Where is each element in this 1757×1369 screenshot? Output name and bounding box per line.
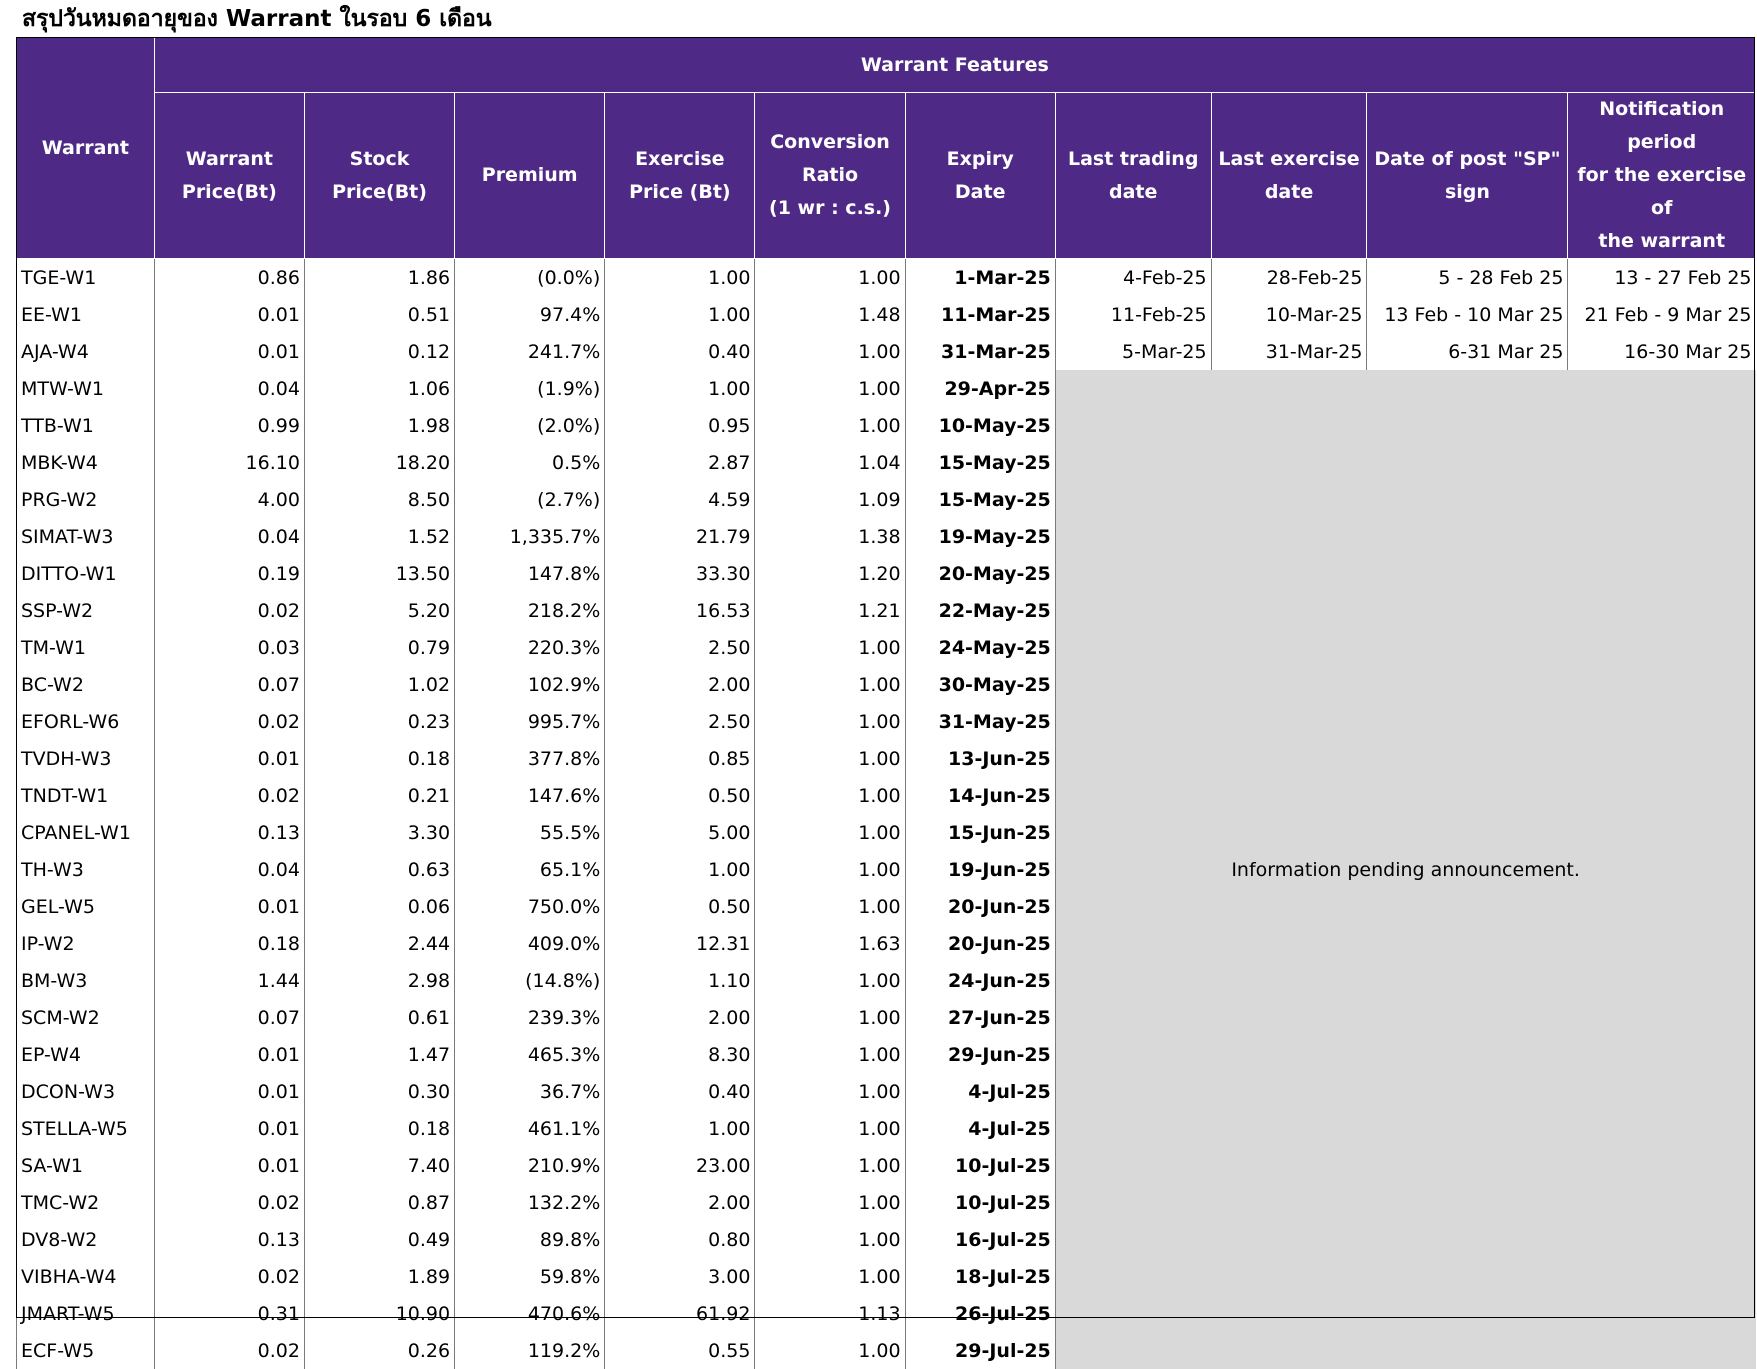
cell-warrant-price: 16.10 — [154, 444, 304, 481]
header-line: Date — [908, 176, 1053, 209]
cell-stock-price: 0.49 — [304, 1221, 454, 1258]
cell-warrant: TGE-W1 — [17, 259, 155, 297]
cell-conversion-ratio: 1.00 — [755, 777, 905, 814]
cell-conversion-ratio: 1.00 — [755, 1147, 905, 1184]
cell-conversion-ratio: 1.00 — [755, 1332, 905, 1369]
cell-warrant-price: 0.31 — [154, 1295, 304, 1332]
cell-exercise-price: 1.00 — [605, 1110, 755, 1147]
cell-stock-price: 3.30 — [304, 814, 454, 851]
cell-warrant-price: 0.02 — [154, 1332, 304, 1369]
cell-warrant-price: 0.19 — [154, 555, 304, 592]
cell-premium: (2.7%) — [455, 481, 605, 518]
header-line: Price(Bt) — [157, 176, 302, 209]
cell-conversion-ratio: 1.04 — [755, 444, 905, 481]
cell-exercise-price: 0.85 — [605, 740, 755, 777]
cell-warrant-price: 0.02 — [154, 1184, 304, 1221]
cell-warrant: BC-W2 — [17, 666, 155, 703]
cell-exercise-price: 23.00 — [605, 1147, 755, 1184]
cell-premium: 132.2% — [455, 1184, 605, 1221]
cell-conversion-ratio: 1.00 — [755, 407, 905, 444]
header-warrant: Warrant — [17, 38, 155, 259]
header-line: sign — [1369, 176, 1565, 209]
cell-exercise-price: 1.00 — [605, 851, 755, 888]
cell-warrant: TNDT-W1 — [17, 777, 155, 814]
header-line: Last exercise — [1214, 143, 1365, 176]
cell-premium: 1,335.7% — [455, 518, 605, 555]
cell-premium: 97.4% — [455, 296, 605, 333]
cell-stock-price: 13.50 — [304, 555, 454, 592]
header-line: Conversion — [757, 126, 902, 159]
cell-expiry-date: 31-May-25 — [905, 703, 1055, 740]
cell-warrant: GEL-W5 — [17, 888, 155, 925]
table-row — [17, 370, 1756, 407]
cell-expiry-date: 29-Jun-25 — [905, 1036, 1055, 1073]
cell-exercise-price: 2.50 — [605, 703, 755, 740]
header-line: Expiry — [908, 143, 1053, 176]
cell-warrant-price: 0.02 — [154, 777, 304, 814]
cell-warrant-price: 0.02 — [154, 592, 304, 629]
cell-stock-price: 7.40 — [304, 1147, 454, 1184]
cell-sp-sign-date: 13 Feb - 10 Mar 25 — [1367, 296, 1568, 333]
cell-exercise-price: 1.10 — [605, 962, 755, 999]
cell-premium: 147.8% — [455, 555, 605, 592]
cell-warrant-price: 0.18 — [154, 925, 304, 962]
cell-stock-price: 1.02 — [304, 666, 454, 703]
cell-notification-period: 13 - 27 Feb 25 — [1568, 259, 1756, 297]
cell-expiry-date: 13-Jun-25 — [905, 740, 1055, 777]
cell-expiry-date: 31-Mar-25 — [905, 333, 1055, 370]
cell-warrant-price: 0.01 — [154, 1110, 304, 1147]
cell-warrant: EP-W4 — [17, 1036, 155, 1073]
cell-stock-price: 0.06 — [304, 888, 454, 925]
cell-warrant: TH-W3 — [17, 851, 155, 888]
cell-premium: 102.9% — [455, 666, 605, 703]
cell-stock-price: 10.90 — [304, 1295, 454, 1332]
cell-stock-price: 0.63 — [304, 851, 454, 888]
cell-warrant-price: 0.13 — [154, 814, 304, 851]
cell-last-exercise-date: 10-Mar-25 — [1211, 296, 1367, 333]
cell-warrant: SIMAT-W3 — [17, 518, 155, 555]
cell-premium: 36.7% — [455, 1073, 605, 1110]
header-line: Last trading — [1058, 143, 1209, 176]
cell-premium: (14.8%) — [455, 962, 605, 999]
cell-premium: 89.8% — [455, 1221, 605, 1258]
cell-stock-price: 0.79 — [304, 629, 454, 666]
cell-warrant: MBK-W4 — [17, 444, 155, 481]
cell-exercise-price: 21.79 — [605, 518, 755, 555]
cell-conversion-ratio: 1.00 — [755, 999, 905, 1036]
cell-exercise-price: 4.59 — [605, 481, 755, 518]
cell-premium: 147.6% — [455, 777, 605, 814]
cell-exercise-price: 0.80 — [605, 1221, 755, 1258]
cell-premium: 239.3% — [455, 999, 605, 1036]
cell-conversion-ratio: 1.00 — [755, 629, 905, 666]
cell-expiry-date: 15-May-25 — [905, 481, 1055, 518]
cell-premium: 210.9% — [455, 1147, 605, 1184]
cell-sp-sign-date: 6-31 Mar 25 — [1367, 333, 1568, 370]
cell-conversion-ratio: 1.00 — [755, 666, 905, 703]
header-warrant-price — [154, 93, 304, 259]
table-row — [17, 259, 1756, 297]
cell-warrant: EE-W1 — [17, 296, 155, 333]
cell-stock-price: 1.52 — [304, 518, 454, 555]
cell-warrant-price: 0.03 — [154, 629, 304, 666]
cell-warrant: DITTO-W1 — [17, 555, 155, 592]
header-line: Stock — [307, 143, 452, 176]
cell-premium: 59.8% — [455, 1258, 605, 1295]
cell-exercise-price: 61.92 — [605, 1295, 755, 1332]
cell-warrant-price: 0.01 — [154, 740, 304, 777]
cell-conversion-ratio: 1.13 — [755, 1295, 905, 1332]
cell-stock-price: 18.20 — [304, 444, 454, 481]
cell-last-trading-date: 4-Feb-25 — [1055, 259, 1211, 297]
cell-expiry-date: 22-May-25 — [905, 592, 1055, 629]
header-line: Price (Bt) — [607, 176, 752, 209]
cell-conversion-ratio: 1.21 — [755, 592, 905, 629]
cell-stock-price: 8.50 — [304, 481, 454, 518]
cell-exercise-price: 2.00 — [605, 999, 755, 1036]
warrant-table — [16, 37, 1756, 1369]
cell-warrant: CPANEL-W1 — [17, 814, 155, 851]
cell-warrant: AJA-W4 — [17, 333, 155, 370]
cell-premium: 995.7% — [455, 703, 605, 740]
header-line: the warrant — [1570, 225, 1753, 258]
cell-expiry-date: 24-Jun-25 — [905, 962, 1055, 999]
cell-exercise-price: 1.00 — [605, 296, 755, 333]
cell-expiry-date: 20-Jun-25 — [905, 925, 1055, 962]
cell-exercise-price: 8.30 — [605, 1036, 755, 1073]
cell-stock-price: 1.98 — [304, 407, 454, 444]
header-line: for the exercise of — [1570, 159, 1753, 225]
cell-warrant: JMART-W5 — [17, 1295, 155, 1332]
cell-conversion-ratio: 1.00 — [755, 851, 905, 888]
cell-warrant-price: 0.99 — [154, 407, 304, 444]
cell-exercise-price: 2.87 — [605, 444, 755, 481]
header-conversion-ratio — [755, 93, 905, 259]
cell-conversion-ratio: 1.00 — [755, 1110, 905, 1147]
cell-last-trading-date: 5-Mar-25 — [1055, 333, 1211, 370]
cell-warrant-price: 4.00 — [154, 481, 304, 518]
cell-premium: (0.0%) — [455, 259, 605, 297]
cell-exercise-price: 0.95 — [605, 407, 755, 444]
cell-warrant-price: 0.04 — [154, 370, 304, 407]
cell-premium: 465.3% — [455, 1036, 605, 1073]
cell-warrant: IP-W2 — [17, 925, 155, 962]
cell-exercise-price: 0.55 — [605, 1332, 755, 1369]
cell-warrant-price: 0.02 — [154, 1258, 304, 1295]
cell-exercise-price: 1.00 — [605, 259, 755, 297]
cell-warrant: TVDH-W3 — [17, 740, 155, 777]
cell-warrant: PRG-W2 — [17, 481, 155, 518]
cell-conversion-ratio: 1.63 — [755, 925, 905, 962]
cell-conversion-ratio: 1.00 — [755, 1073, 905, 1110]
cell-expiry-date: 24-May-25 — [905, 629, 1055, 666]
cell-stock-price: 0.30 — [304, 1073, 454, 1110]
header-notification-period — [1568, 93, 1756, 259]
cell-premium: (1.9%) — [455, 370, 605, 407]
cell-conversion-ratio: 1.00 — [755, 703, 905, 740]
cell-conversion-ratio: 1.00 — [755, 333, 905, 370]
cell-stock-price: 1.47 — [304, 1036, 454, 1073]
cell-conversion-ratio: 1.00 — [755, 962, 905, 999]
cell-premium: 0.5% — [455, 444, 605, 481]
cell-conversion-ratio: 1.00 — [755, 888, 905, 925]
cell-stock-price: 0.23 — [304, 703, 454, 740]
cell-expiry-date: 29-Jul-25 — [905, 1332, 1055, 1369]
header-line: date — [1214, 176, 1365, 209]
header-last-trading-date — [1055, 93, 1211, 259]
pending-announcement-note: Information pending announcement. — [1055, 370, 1755, 1369]
cell-warrant: ECF-W5 — [17, 1332, 155, 1369]
cell-exercise-price: 3.00 — [605, 1258, 755, 1295]
cell-stock-price: 0.61 — [304, 999, 454, 1036]
header-columns-row — [17, 93, 1756, 259]
cell-warrant: BM-W3 — [17, 962, 155, 999]
cell-expiry-date: 18-Jul-25 — [905, 1258, 1055, 1295]
cell-premium: 750.0% — [455, 888, 605, 925]
header-exercise-price — [605, 93, 755, 259]
cell-conversion-ratio: 1.48 — [755, 296, 905, 333]
cell-stock-price: 5.20 — [304, 592, 454, 629]
cell-exercise-price: 0.40 — [605, 1073, 755, 1110]
cell-premium: (2.0%) — [455, 407, 605, 444]
cell-stock-price: 1.86 — [304, 259, 454, 297]
cell-stock-price: 0.18 — [304, 740, 454, 777]
cell-warrant-price: 0.01 — [154, 296, 304, 333]
cell-stock-price: 0.18 — [304, 1110, 454, 1147]
header-line: Date of post "SP" — [1369, 143, 1565, 176]
cell-expiry-date: 19-May-25 — [905, 518, 1055, 555]
cell-premium: 218.2% — [455, 592, 605, 629]
cell-premium: 55.5% — [455, 814, 605, 851]
cell-conversion-ratio: 1.00 — [755, 740, 905, 777]
cell-warrant: MTW-W1 — [17, 370, 155, 407]
cell-last-exercise-date: 28-Feb-25 — [1211, 259, 1367, 297]
cell-warrant: EFORL-W6 — [17, 703, 155, 740]
cell-conversion-ratio: 1.09 — [755, 481, 905, 518]
header-warrant-features: Warrant Features — [154, 38, 1755, 93]
cell-notification-period: 21 Feb - 9 Mar 25 — [1568, 296, 1756, 333]
header-line: Premium — [457, 159, 602, 192]
cell-expiry-date: 16-Jul-25 — [905, 1221, 1055, 1258]
cell-warrant: TM-W1 — [17, 629, 155, 666]
cell-last-trading-date: 11-Feb-25 — [1055, 296, 1211, 333]
cell-expiry-date: 20-May-25 — [905, 555, 1055, 592]
cell-expiry-date: 19-Jun-25 — [905, 851, 1055, 888]
cell-stock-price: 0.26 — [304, 1332, 454, 1369]
cell-expiry-date: 4-Jul-25 — [905, 1073, 1055, 1110]
cell-exercise-price: 0.50 — [605, 888, 755, 925]
cell-expiry-date: 15-Jun-25 — [905, 814, 1055, 851]
cell-exercise-price: 0.50 — [605, 777, 755, 814]
cell-expiry-date: 20-Jun-25 — [905, 888, 1055, 925]
cell-warrant-price: 0.07 — [154, 999, 304, 1036]
header-last-exercise-date — [1211, 93, 1367, 259]
cell-exercise-price: 33.30 — [605, 555, 755, 592]
header-premium — [455, 93, 605, 259]
cell-conversion-ratio: 1.00 — [755, 1184, 905, 1221]
table-row — [17, 333, 1756, 370]
cell-stock-price: 1.89 — [304, 1258, 454, 1295]
cell-expiry-date: 10-Jul-25 — [905, 1184, 1055, 1221]
header-line: Ratio — [757, 159, 902, 192]
cell-warrant-price: 0.13 — [154, 1221, 304, 1258]
header-expiry-date — [905, 93, 1055, 259]
cell-expiry-date: 10-Jul-25 — [905, 1147, 1055, 1184]
cell-premium: 409.0% — [455, 925, 605, 962]
header-line: Price(Bt) — [307, 176, 452, 209]
cell-stock-price: 0.87 — [304, 1184, 454, 1221]
cell-exercise-price: 0.40 — [605, 333, 755, 370]
header-line: Exercise — [607, 143, 752, 176]
cell-warrant-price: 0.04 — [154, 518, 304, 555]
cell-warrant: TMC-W2 — [17, 1184, 155, 1221]
page-title: สรุปวันหมดอายุของ Warrant ในรอบ 6 เดือน — [22, 2, 492, 36]
cell-warrant: TTB-W1 — [17, 407, 155, 444]
cell-premium: 461.1% — [455, 1110, 605, 1147]
warrant-table-body — [17, 259, 1756, 1369]
cell-expiry-date: 1-Mar-25 — [905, 259, 1055, 297]
cell-stock-price: 1.06 — [304, 370, 454, 407]
cell-premium: 241.7% — [455, 333, 605, 370]
cell-expiry-date: 29-Apr-25 — [905, 370, 1055, 407]
table-row — [17, 296, 1756, 333]
cell-expiry-date: 11-Mar-25 — [905, 296, 1055, 333]
header-line: (1 wr : c.s.) — [757, 192, 902, 225]
cell-expiry-date: 26-Jul-25 — [905, 1295, 1055, 1332]
cell-stock-price: 2.98 — [304, 962, 454, 999]
cell-stock-price: 0.21 — [304, 777, 454, 814]
cell-premium: 65.1% — [455, 851, 605, 888]
cell-exercise-price: 16.53 — [605, 592, 755, 629]
cell-warrant: DV8-W2 — [17, 1221, 155, 1258]
cell-exercise-price: 12.31 — [605, 925, 755, 962]
cell-conversion-ratio: 1.00 — [755, 814, 905, 851]
cell-conversion-ratio: 1.00 — [755, 370, 905, 407]
header-line: Notification period — [1570, 93, 1753, 159]
header-line: Warrant — [157, 143, 302, 176]
cell-conversion-ratio: 1.00 — [755, 1036, 905, 1073]
cell-exercise-price: 1.00 — [605, 370, 755, 407]
cell-warrant-price: 0.04 — [154, 851, 304, 888]
header-stock-price — [304, 93, 454, 259]
cell-conversion-ratio: 1.20 — [755, 555, 905, 592]
cell-expiry-date: 4-Jul-25 — [905, 1110, 1055, 1147]
cell-exercise-price: 2.00 — [605, 666, 755, 703]
cell-warrant-price: 0.01 — [154, 888, 304, 925]
cell-warrant: VIBHA-W4 — [17, 1258, 155, 1295]
cell-conversion-ratio: 1.00 — [755, 1221, 905, 1258]
cell-warrant-price: 0.01 — [154, 333, 304, 370]
cell-exercise-price: 2.50 — [605, 629, 755, 666]
cell-warrant: STELLA-W5 — [17, 1110, 155, 1147]
cell-warrant-price: 0.02 — [154, 703, 304, 740]
cell-expiry-date: 27-Jun-25 — [905, 999, 1055, 1036]
header-sp-sign-date — [1367, 93, 1568, 259]
header-line: date — [1058, 176, 1209, 209]
cell-conversion-ratio: 1.00 — [755, 259, 905, 297]
cell-warrant-price: 0.86 — [154, 259, 304, 297]
cell-conversion-ratio: 1.38 — [755, 518, 905, 555]
cell-warrant: SCM-W2 — [17, 999, 155, 1036]
cell-notification-period: 16-30 Mar 25 — [1568, 333, 1756, 370]
cell-expiry-date: 15-May-25 — [905, 444, 1055, 481]
cell-warrant: DCON-W3 — [17, 1073, 155, 1110]
cell-warrant-price: 0.01 — [154, 1073, 304, 1110]
cell-warrant: SSP-W2 — [17, 592, 155, 629]
cell-warrant-price: 0.01 — [154, 1036, 304, 1073]
cell-premium: 220.3% — [455, 629, 605, 666]
cell-premium: 119.2% — [455, 1332, 605, 1369]
cell-expiry-date: 30-May-25 — [905, 666, 1055, 703]
cell-stock-price: 0.51 — [304, 296, 454, 333]
cell-conversion-ratio: 1.00 — [755, 1258, 905, 1295]
cell-premium: 470.6% — [455, 1295, 605, 1332]
cell-stock-price: 2.44 — [304, 925, 454, 962]
cell-expiry-date: 10-May-25 — [905, 407, 1055, 444]
cell-warrant: SA-W1 — [17, 1147, 155, 1184]
cell-expiry-date: 14-Jun-25 — [905, 777, 1055, 814]
cell-last-exercise-date: 31-Mar-25 — [1211, 333, 1367, 370]
cell-exercise-price: 5.00 — [605, 814, 755, 851]
cell-stock-price: 0.12 — [304, 333, 454, 370]
cell-warrant-price: 1.44 — [154, 962, 304, 999]
cell-warrant-price: 0.07 — [154, 666, 304, 703]
cell-exercise-price: 2.00 — [605, 1184, 755, 1221]
cell-premium: 377.8% — [455, 740, 605, 777]
cell-warrant-price: 0.01 — [154, 1147, 304, 1184]
cell-sp-sign-date: 5 - 28 Feb 25 — [1367, 259, 1568, 297]
